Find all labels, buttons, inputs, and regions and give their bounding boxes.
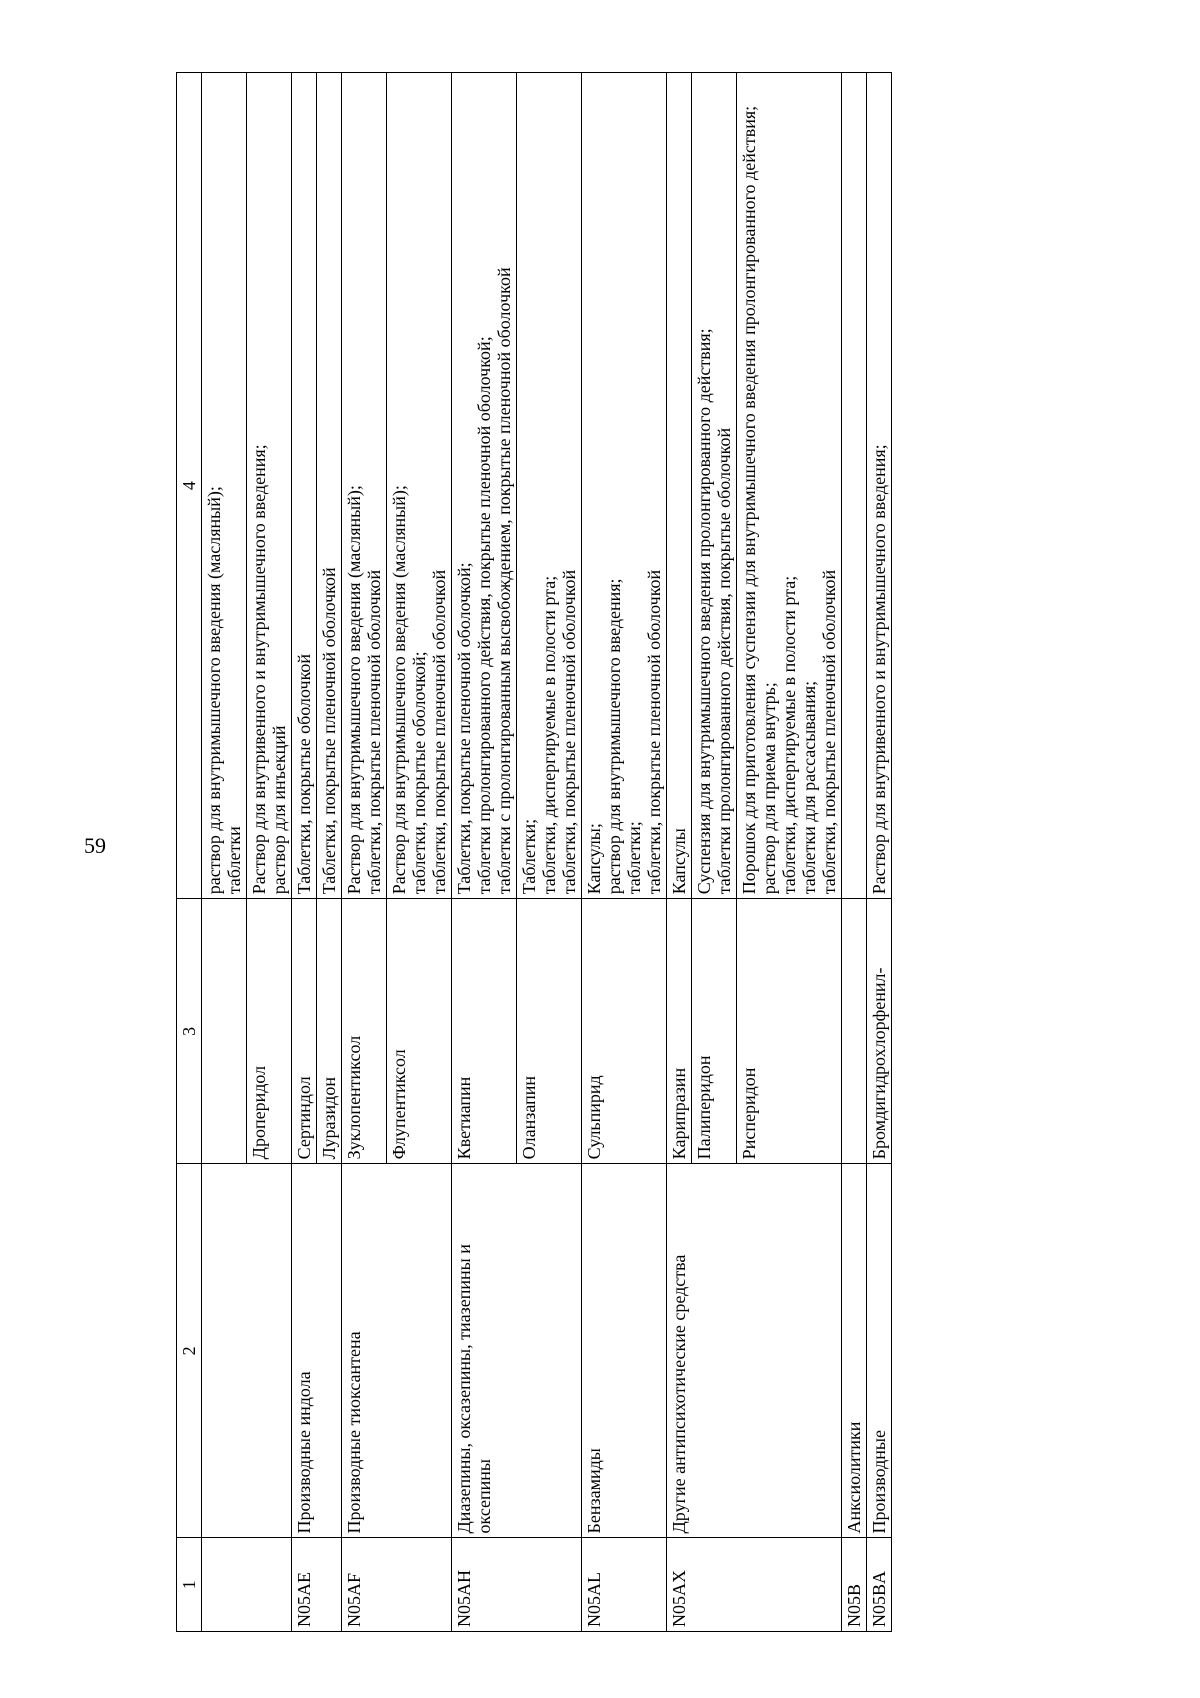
- group-name: Производные индола: [292, 1164, 342, 1538]
- drug-name: Зуклопентиксол: [342, 899, 387, 1164]
- form-line: Раствор для внутривенного и внутримышечного введения;: [249, 444, 269, 895]
- form-line: таблетки, покрытые пленочной оболочкой: [819, 569, 839, 895]
- dosage-forms: [737, 73, 842, 899]
- drug-name: [842, 899, 867, 1164]
- form-line: таблетки пролонгированного действия, покрытые оболочкой: [714, 427, 734, 895]
- table-row: [452, 73, 517, 1632]
- form-line: Порошок для приготовления суспензии для внутримышечного введения пролонгированного действия;: [739, 105, 759, 895]
- dosage-forms: [202, 73, 247, 899]
- group-name: [202, 1164, 292, 1538]
- form-line: Таблетки, покрытые пленочной оболочкой;: [454, 562, 474, 895]
- dosage-forms: [387, 73, 452, 899]
- drug-name: Луразидон: [317, 899, 342, 1164]
- rotated-page: [176, 72, 1116, 1632]
- group-name: Производные: [867, 1164, 892, 1538]
- table-row: [582, 73, 667, 1632]
- form-line: Капсулы: [669, 828, 689, 895]
- drug-name: Сертиндол: [292, 899, 317, 1164]
- form-line: Раствор для внутривенного и внутримышечного введения;: [869, 444, 889, 895]
- drug-name: Карипразин: [667, 899, 692, 1164]
- form-line: Раствор для внутримышечного введения (масляный);: [389, 485, 409, 895]
- dosage-forms: [582, 73, 667, 899]
- form-line: раствор для инъекций: [269, 725, 289, 895]
- drug-name: Бромдигидрохлорфенил-: [867, 899, 892, 1164]
- group-name: Анксиолитики: [842, 1164, 867, 1538]
- dosage-forms: [342, 73, 387, 899]
- col-header-1: 1: [177, 1538, 202, 1632]
- form-line: Таблетки, покрытые оболочкой: [294, 653, 314, 895]
- dosage-forms: [517, 73, 582, 899]
- atc-code: N05AH: [452, 1538, 582, 1632]
- page-number: 59: [84, 833, 106, 858]
- dosage-forms: [292, 73, 317, 899]
- table-row: [202, 73, 247, 1632]
- group-name: Другие антипсихотические средства: [667, 1164, 842, 1538]
- group-name: Диазепины, оксазепины, тиазепины и оксепины: [452, 1164, 582, 1538]
- form-line: таблетки, диспергируемые в полости рта;: [779, 575, 799, 895]
- form-line: Таблетки;: [519, 818, 539, 895]
- drug-name: [202, 899, 247, 1164]
- form-line: таблетки, диспергируемые в полости рта;: [539, 575, 559, 895]
- form-line: раствор для приема внутрь;: [759, 682, 779, 895]
- form-line: таблетки, покрытые пленочной оболочкой: [429, 569, 449, 895]
- atc-code: N05AE: [292, 1538, 342, 1632]
- form-line: таблетки, покрытые пленочной оболочкой: [644, 569, 664, 895]
- form-line: таблетки;: [624, 821, 644, 895]
- drug-name: Оланзапин: [517, 899, 582, 1164]
- form-line: таблетки пролонгированного действия, покрытые пленочной оболочкой;: [474, 336, 494, 895]
- drug-name: Палиперидон: [692, 899, 737, 1164]
- form-line: Суспензия для внутримышечного введения пролонгированного действия;: [694, 328, 714, 895]
- header-row: [177, 73, 202, 1632]
- form-line: Таблетки, покрытые пленочной оболочкой: [319, 567, 339, 895]
- dosage-forms: [667, 73, 692, 899]
- form-line: раствор для внутримышечного введения (масляный);: [204, 486, 224, 895]
- atc-code: [202, 1538, 292, 1632]
- form-line: таблетки, покрытые оболочкой;: [409, 651, 429, 895]
- drug-name: Сульпирид: [582, 899, 667, 1164]
- col-header-3: 3: [177, 899, 202, 1164]
- dosage-forms: [452, 73, 517, 899]
- drug-name: Рисперидон: [737, 899, 842, 1164]
- table-row: [292, 73, 317, 1632]
- form-line: раствор для внутримышечного введения;: [604, 578, 624, 895]
- col-header-2: 2: [177, 1164, 202, 1538]
- form-line: таблетки для рассасывания;: [799, 680, 819, 895]
- drug-name: Кветиапин: [452, 899, 517, 1164]
- dosage-forms: [692, 73, 737, 899]
- form-line: таблетки, покрытые пленочной оболочкой: [559, 569, 579, 895]
- drug-name: Дроперидол: [247, 899, 292, 1164]
- dosage-forms: [247, 73, 292, 899]
- col-header-4: 4: [177, 73, 202, 899]
- form-line: таблетки: [224, 826, 244, 895]
- form-line: таблетки, покрытые пленочной оболочкой: [364, 569, 384, 895]
- drug-table: [176, 72, 892, 1632]
- drug-name: Флупентиксол: [387, 899, 452, 1164]
- atc-code: N05AX: [667, 1538, 842, 1632]
- form-line: Капсулы;: [584, 823, 604, 895]
- form-line: таблетки с пролонгированным высвобождением, покрытые пленочной оболочкой: [494, 267, 514, 895]
- atc-code: N05B: [842, 1538, 867, 1632]
- group-name: Производные тиоксантена: [342, 1164, 452, 1538]
- form-line: Раствор для внутримышечного введения (масляный);: [344, 485, 364, 895]
- atc-code: N05AF: [342, 1538, 452, 1632]
- atc-code: N05BA: [867, 1538, 892, 1632]
- atc-code: N05AL: [582, 1538, 667, 1632]
- dosage-forms: [867, 73, 892, 899]
- table-row: [867, 73, 892, 1632]
- dosage-forms: [317, 73, 342, 899]
- table-row: [842, 73, 867, 1632]
- dosage-forms: [842, 73, 867, 899]
- group-name: Бензамиды: [582, 1164, 667, 1538]
- table-row: [342, 73, 387, 1632]
- table-row: [667, 73, 692, 1632]
